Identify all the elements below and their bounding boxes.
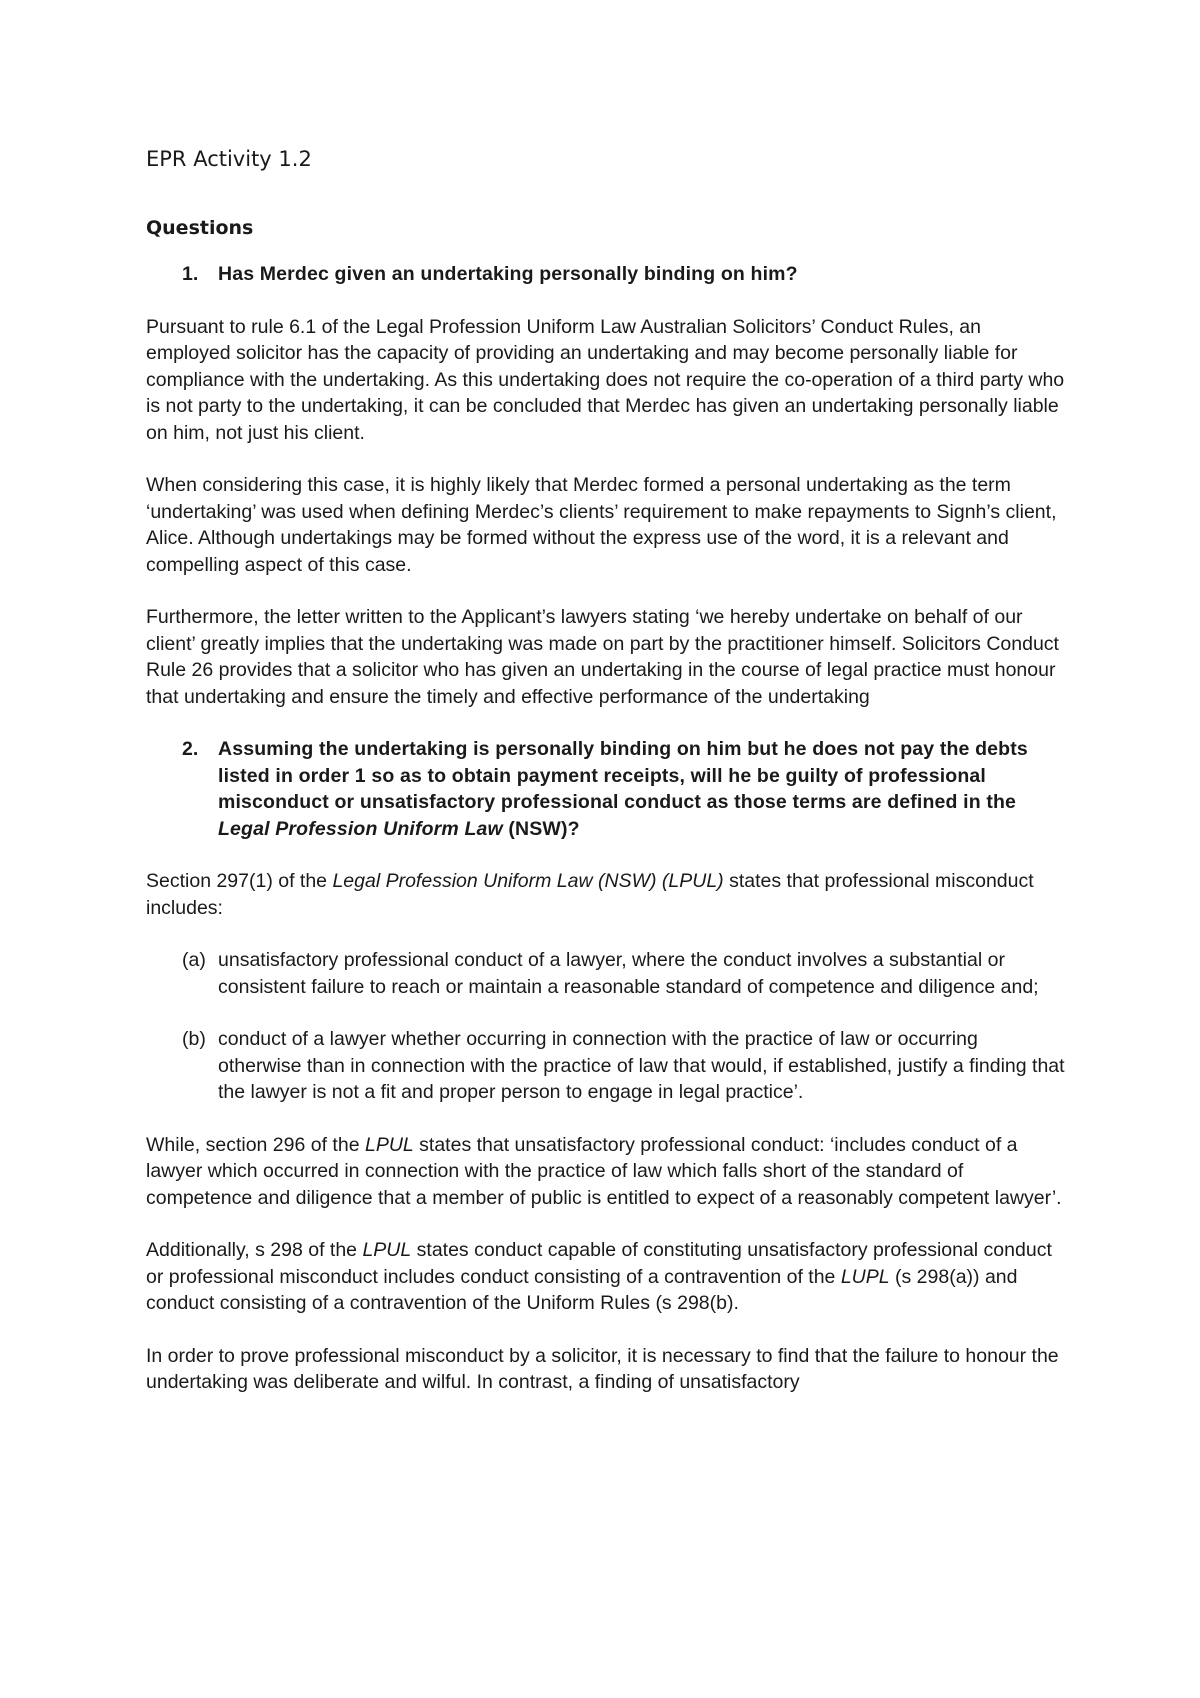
question-2 [146,736,1066,842]
paragraph-misconduct-proof: In order to prove professional misconduct by a solicitor, it is necessary to find that the failure to honour the undertaking was deliberate and wilful. In contrast, a finding of unsatisfactory [146,1344,1059,1393]
question-2-number: 2. [182,738,199,760]
act-citation: Legal Profession Uniform Law (NSW) (LPUL) [332,870,724,892]
list-item-label: (a) [182,949,206,971]
question-2-text-end: (NSW)? [502,817,580,840]
question-2-text [218,736,1066,842]
list-item-text: conduct of a lawyer whether occurring in connection with the practice of law or occurring otherwise than in connection with the practice of law that would, if established, justify a finding that the lawyer is not a fit and proper person to engage in legal practice’. [218,1028,1065,1103]
paragraph-rule-6-1: Pursuant to rule 6.1 of the Legal Profession Uniform Law Australian Solicitors’ Conduct Rules, an employed solicitor has the capacity of providing an undertaking and may become personally liable for compliance with the undertaking. As this undertaking does not require the co-operation of a third party who is not party to the undertaking, it can be concluded that Merdec has given an undertaking personally liable on him, not just his client. [146,315,1065,444]
text-run: states that professional misconduct includes: [146,870,1034,919]
question-2-text-part: Assuming the undertaking is personally binding on him but he does not pay the debts listed in order 1 so as to obtain payment receipts, will he be guilty of professional misconduct or unsatisfactory professional conduct as those terms are defined in the [218,738,1028,813]
list-item-label: (b) [182,1028,206,1050]
act-abbreviation: LUPL [840,1265,890,1288]
act-abbreviation: LPUL [362,1239,412,1261]
list-item-a [146,947,1066,1000]
paragraph-section-298 [146,1237,1066,1317]
paragraph-personal-undertaking: When considering this case, it is highly likely that Merdec formed a personal undertaking as the term ‘undertaking’ was used when defining Merdec’s clients’ requirement to make repayments to Signh’s client, Alice. Although undertakings may be formed without the express use of the word, it is a relevant and compelling aspect of this case. [146,474,1057,576]
list-item-text: unsatisfactory professional conduct of a lawyer, where the conduct involves a substantial or consistent failure to reach or maintain a reasonable standard of competence and diligence and; [218,949,1039,998]
text-run: Additionally, s 298 of the [146,1239,363,1261]
text-run: states conduct capable of constituting unsatisfactory professional conduct or professional misconduct includes conduct consisting of a contravention of the [146,1239,1052,1288]
question-1 [146,261,1066,288]
question-2-act-title: Legal Profession Uniform Law [218,817,503,840]
text-run: While, section 296 of the [146,1133,365,1156]
list-item-b [146,1026,1066,1106]
text-run: states that unsatisfactory professional conduct: ‘includes conduct of a lawyer which occurred in connection with the practice of law which falls short of the standard of competence and diligence that a member of public is entitled to expect of a reasonably competent lawyer’. [146,1133,1062,1209]
document-title: EPR Activity 1.2 [146,147,312,171]
paragraph-section-296 [146,1132,1066,1212]
question-1-number: 1. [182,263,199,285]
text-run: (s 298(a)) and conduct consisting of a contravention of the Uniform Rules (s 298(b). [146,1265,1018,1314]
act-abbreviation: LPUL [364,1133,414,1156]
paragraph-rule-26: Furthermore, the letter written to the Applicant’s lawyers stating ‘we hereby undertake on behalf of our client’ greatly implies that the undertaking was made on part by the practitioner himself. Solicitors Conduct Rule 26 provides that a solicitor who has given an undertaking in the course of legal practice must honour that undertaking and ensure the timely and effective performance of the undertaking [146,606,1059,708]
question-1-text: Has Merdec given an undertaking personally binding on him? [218,263,798,285]
questions-heading: Questions [146,217,254,239]
paragraph-section-297 [146,868,1066,921]
document-body [146,145,1066,1422]
text-run: Section 297(1) of the [146,870,333,892]
